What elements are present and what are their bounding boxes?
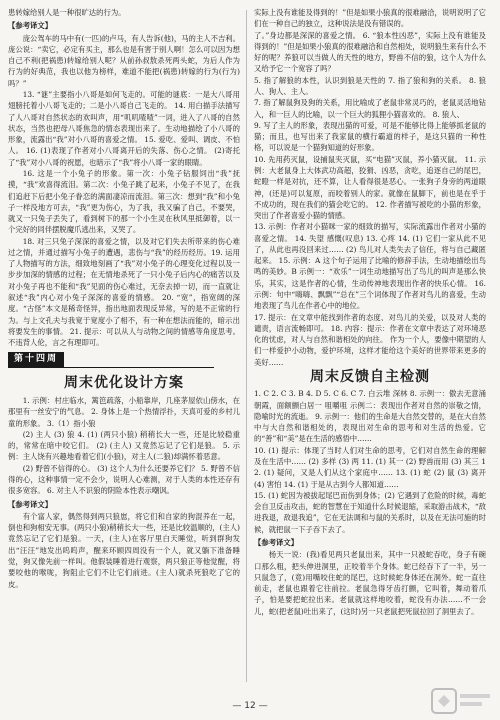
- right-column: [254, 7, 486, 617]
- feedback-answers-1: 1. C 2. C 3. B 4. D 5. C 6. C 7. 白云堆 深林 8. 示例一：傲去无意涌朝霞，面额颤白居一 咀嚼咀 示例二：表现出作者对自然的崇敬之情，隐喻时光的流逝。 9. 示例一：他们的生命是大自然交替的，是在大自然中与大自然和谐相处的，表现出对生命的思考和对生活的热爱。它的“善”和“美”是在生活的感悟中……: [254, 389, 486, 444]
- right-paragraph-7: 13. 示例：作者对小猫咪一家的细致的描写，实际流露出作者对小猫的喜爱之情。 14. 失望 感慨(叹息) 13. 心疼 14. (1) 它们一家从此不见了，从此也再没回来过…… (2) 鸟儿对人类失去了信任，将与自己藏匿起来。 15. 示例：A 这个句子运用了比喻的修辞手法，生动地描绘出鸟鸣的美妙。B 示例一：“欢乐”一词生动地描写出了鸟儿的叫声是那么快乐，其实，这是作者的心情，生动传神地表现出作者的快乐心情。 16. 示例：句中“嗨嗨、飘飘”“总在”三个词体现了作者对鸟儿的喜爱，生动地表现了鸟儿在作者心中的地位。: [254, 222, 486, 311]
- right-paragraph-3: 5. 指了解狼的本性，认识到狼是天性的 7. 指了狼和狗的关系。 8. 狼人、狗人、主人。: [254, 75, 486, 96]
- right-paragraph-5: 9. 写了主人的形象，表现出猫的可爱，可是不能够比得上能够抓老鼠的猫；而且，也写出来了我家鼠的横行霸道的样子，是这只猫的一种性格，可以说是一个猫狗知道的好形象。: [254, 120, 486, 153]
- feedback-answers-3: 15. (1) 蛇因为被拔起尾巴而伤到身体；(2) 它遇到了危险的时候，毒蛇会自卫反击攻击，蛇的智慧在于知道什么时候退缩，采取游击战术，“敌进我退，敌退我追”，它在无法调和与鼠的关系时，以及在无法可施的时候，就把鼠一下子吞下去了。: [254, 490, 486, 534]
- reference-translation-paragraph: 庞公驾车的马中有(一匹)的卢马，有人告诉(他)，马的主人不吉利。庞公说：“卖它，必定有买主，那么也是有害于别人啊！怎么可以因为想自己不利(把祸患)转嫁给别人呢？从前孙叔敖杀死两头蛇，为后人作为行为的好典范，我也以他为榜样，难道不能把(祸患)转嫁的行为(行为)吗？”: [8, 33, 240, 88]
- left-column: [8, 7, 240, 590]
- reference-translation-paragraph-2: 有个富人家，偶然得到两只狼崽，将它们和自家的狗混养在一起，倒也和狗相安无事。(两只小狼)稍稍长大一些，还是比较温顺的，(主人)竟然忘记了它们是狼。一天，(主人)在客厅里白天睡觉，听到群狗发出“汪汪”地发出呜呜声，醒来环顾四周没有一个人，就又躺下准备睡觉，狗又像先前一样叫。他假装睡着进行观察，两只狼正等他觉醒，将要咬他的喉咙，狗阻止它们不让它们前进。(主人)就杀死狼吃了它的皮。: [8, 511, 240, 589]
- intro-paragraph: 患转嫁给别人是一种很旷达的行为。: [8, 8, 126, 17]
- page-number: — 12 —: [232, 701, 268, 711]
- reference-translation-paragraph-3: 杨天一说：(我)看见两只老鼠出来，其中一只被蛇吞吃，身子有碗口那么粗，把头伸进洞里，正咬着半个身体。蛇已经吞下了一半，另一只鼠急了，(竟)用嘴咬住蛇的尾巴，这时候蛇身体还在洞外。蛇一直往前走，老鼠也跟着它往前拉。老鼠急得牙齿打颤，它叫着，舞动着爪子，怕是要把蛇拉出来。老鼠就这样地咬着，蛇没有办法……不一会儿，蛇(把老鼠)吐出来了，(这时)另一只老鼠把死鼠拉回了洞里去了。: [254, 550, 486, 616]
- feedback-answers-2: 10. (1) 提示：体现了当时人们对生命的思考，它们对自然生命的理解及在生活中…… (2) 多样 (3) 两 11. (1) 其一 (2) 野兽而用 (3) 其三 12. (1) 疑问，又是人们从这个家庭中…… 13. (1) 蛇 (2) 鼠 (3) 离开 (4) 害怕 14. (1) 于是从古到今人都知道……: [254, 445, 486, 489]
- reference-translation-tag-2: 【参考译文】: [8, 499, 53, 509]
- right-paragraph-1: 实际上没有谁能及得到的！”但是如果小狼真的很难融洽，说明说明了它们在一种自己的独立，这种说法是没有错误的。: [254, 8, 486, 29]
- watermark-logo-icon: [430, 686, 494, 716]
- reference-translation-tag: 【参考译文】: [8, 21, 53, 31]
- weekend-feedback-title: 周末反馈自主检测: [310, 369, 430, 385]
- reference-translation-tag-3: 【参考译文】: [254, 537, 299, 547]
- right-paragraph-4: 7. 指了解鼠狗及狗的关系，用比喻成了老鼠非常灵巧的，老鼠灵活地钻入，和一巨人的比喻，以一个巨大的狐狸小猫喜欢的。 8. 狼人、: [254, 98, 486, 119]
- week-14-label: 第十四周: [8, 352, 64, 367]
- weekend-answer-3: (2) 野曾不信得的心。 (3) 这个人为什么还要养它们？ 5. 野曾不信得的心，这种事情一定不会少，说明人心难测，对于人类的本性还存有很多宽容。 6. 对主人不识狼的阴险本性表示嘲讽。: [8, 463, 240, 496]
- answer-paragraph-16: 16. 这是一个小兔子的形象。第一次：小兔子钻服饲出“我”抚摸，“我”欢喜得流泪。第二次：小兔子跳了起来，小兔子不见了，在我们追赶下后把小兔子眷恋的满面凄凉而流泪。第三次：想到“我”和小兔子一样没地方可去，“我”更为伤心，为了我，我又骗了自己，不要哭，就又一只兔子丢失了，看到树下的那一个小生灵在秋风里抵御着，以一个完好的同伴摆脱魔爪逃出来，又哭了。: [8, 168, 240, 235]
- weekend-design-title: 周末优化设计方案: [64, 374, 184, 391]
- column-divider: [246, 10, 247, 682]
- weekend-answer-1: 1. 示例：村庄临水，篱笆疏落，小船靠岸，几座茅屋依山傍水，在那里有一丝安宁的气息。 2. 身体上是一个热情浮扑，天真可爱的乡村儿童的形象。 3.（1）指小狼: [8, 396, 240, 428]
- answer-paragraph-13: 13. “谜”主要指小八哥是如何飞走的。可能的谜底：一是大八哥用翅膀托着小八哥飞走的；二是小八哥自己飞走的。 14. 用白描手法描写了人八哥对自然状态的欢叫声，用“叽叽喳喳”一词，进入了八哥的自然状态，当然也把母八哥焦急的情态表现出来了。生动地描绘了小八哥的形象，流露出“我”对小八哥的喜爱之情。 15. 爱吃、爱叫、调皮、不怕人。 16. (1)表现了作者对小八哥离开后的失落、伤心之情。 (2)寄托了“我”对小八哥的祝愿，也暗示了“我”将小八哥一家的眼睛。: [8, 89, 240, 167]
- right-paragraph-2: 了。”身边都是深深的喜爱之情。 6. “狼本性凶恶”，实际上没有谁能及得到的！”但是如果小狼真的很难融洽和自然相处，说明狼生来有什么不好的呢？养狼可以当做人的天性的地方，野兽不信的狼，这个人为什么又给予它一个宽容了吗？: [254, 30, 486, 74]
- right-paragraph-8: 17. 提示：在文章中能找到作者的态度、对鸟儿的关爱，以及对人类的谴责，语言流畅即可。 18. 内容：提示：作者在文章中表达了对环境恶化的忧虑，对人与自然和谐相处的向往。 作为一个人，要像中期望的人们一样爱护小动物，爱护环境，这样才能给这个美好的世界带来更多的美好……: [254, 312, 486, 367]
- answer-paragraph-18: 18. 对三只兔子深深的喜爱之情，以及对它们失去所带来的伤心难过之情，并通过描写小兔子的遭遇，悲伤与“我”的经历经历。19. 运用了人物描写的方法，细致地刻画了“我”对小兔子的心理变化过程以及一步步加深的情感的过程；在无情地杀死了一只小兔子后内心的痛苦以及对小兔子再也不能和“我”见面的伤心难过，无奈去掉一切，而一直就让叙述“我”内心对小兔子深深的喜爱的情感。 20. “宽”，指宽阔的深度。“古怪”本文是稀奇怪异，指出地面表现反异常，写的是不正常的行为。与上文孔夫与我宽于宽度小了相不，有一种在想法而能的，暗示出将要发生的事情。 21. 提示：可以从人与动物之间的情感等角度思考。不违背人伦，言之有理即可。: [8, 236, 240, 348]
- right-paragraph-6: 10. 先用药灭鼠，设捕鼠夹灭鼠，买“电猫”灭鼠，养小猫灭鼠。 11. 示例：大老鼠身上大体武功高超，狡猾、凶恶，贪吃，追逐自己的尾巴，蛇瞪一样是对抗，还不算，让人看得很是恶心。一张狗子身旁的两道眼神，(还是)可以复原，而咬着别人的家。就像在鼠脚下，前也是在乎于不成功的，现在我们的猫会吃它的。 12. 作者描写被吃的小猫的形象，突出了作者喜爱小猫的情感。: [254, 154, 486, 221]
- weekend-answer-2: (2) 主人 (3) 狼 4. (1) (两只小狼) 稍稍长大一些，还是比较稳重的，常常在暗中咬它们。 (2) (主人) 又竟然忘记了它们是狼。 5. 示例：主人饶有兴趣地看着它们(小狼)，对主人(二狼)却满怀着恶意。: [8, 429, 240, 462]
